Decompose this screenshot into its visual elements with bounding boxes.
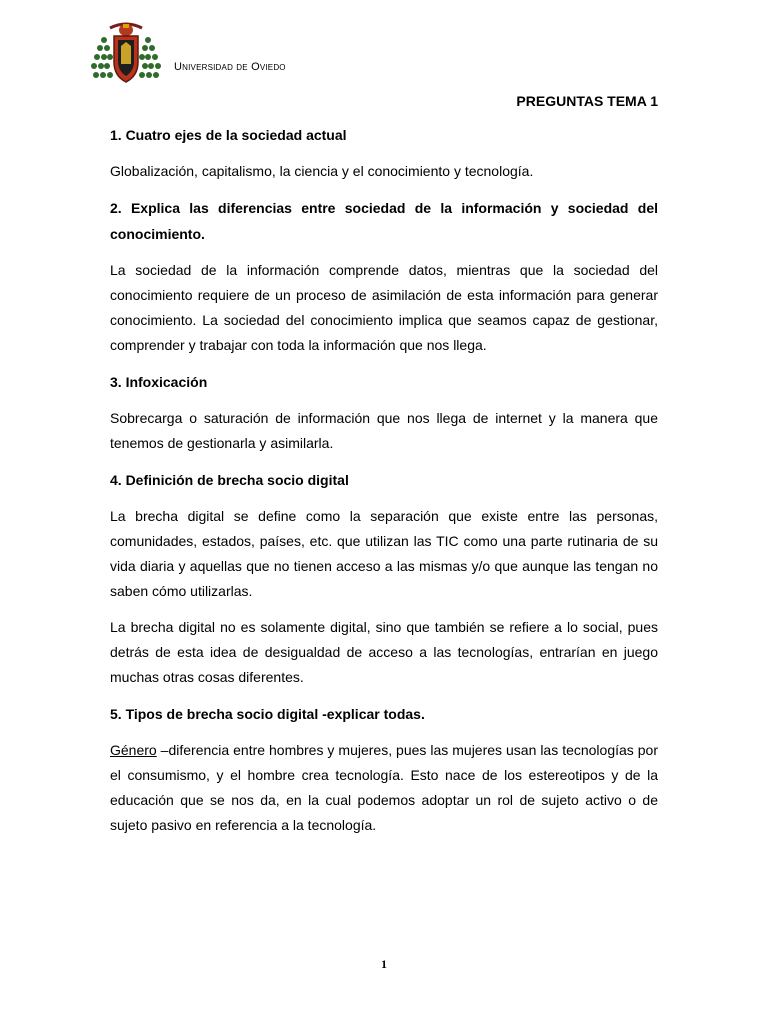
answer-2: La sociedad de la información comprende datos, mientras que la sociedad del conocimiento requiere de un proceso de asimilación de esta información para generar conocimiento. La sociedad del conocimiento implica que seamos capaz de gestionar, comprender y trabajar con toda la información que nos llega.	[110, 262, 658, 353]
answer-1: Globalización, capitalismo, la ciencia y el conocimiento y tecnología.	[110, 163, 534, 179]
question-4: 4. Definición de brecha socio digital	[110, 472, 349, 488]
question-1: 1. Cuatro ejes de la sociedad actual	[110, 127, 347, 143]
answer-3: Sobrecarga o saturación de información que nos llega de internet y la manera que tenemos de gestionarla y asimilarla.	[110, 410, 658, 451]
university-name: Universidad de Oviedo	[174, 61, 286, 73]
answer-5-gender	[110, 738, 658, 838]
document-body	[110, 122, 658, 849]
university-crest-icon	[90, 20, 162, 86]
question-3: 3. Infoxicación	[110, 374, 208, 390]
gender-term: Género	[110, 742, 157, 758]
document-title: PREGUNTAS TEMA 1	[516, 93, 658, 109]
question-2: 2. Explica las diferencias entre sociedad de la información y sociedad del conocimiento.	[110, 200, 658, 242]
page-number: 1	[381, 957, 387, 971]
answer-4-paragraph-1: La brecha digital se define como la separación que existe entre las personas, comunidades, estados, países, etc. que utilizan las TIC como una parte rutinaria de su vida diaria y aquellas que no tienen acceso a las mismas y/o que aunque las tengan no saben cómo utilizarlas.	[110, 508, 658, 599]
question-5: 5. Tipos de brecha socio digital -explicar todas.	[110, 706, 425, 722]
gender-description: –diferencia entre hombres y mujeres, pues las mujeres usan las tecnologías por el consumismo, y el hombre crea tecnología. Esto nace de los estereotipos y de la educación que se nos da, en la cual podemos adoptar un rol de sujeto activo o de sujeto pasivo en referencia a la tecnología.	[110, 742, 658, 833]
answer-4-paragraph-2: La brecha digital no es solamente digital, sino que también se refiere a lo social, pues detrás de esta idea de desigualdad de acceso a las tecnologías, entrarían en juego muchas otras cosas diferentes.	[110, 619, 658, 685]
